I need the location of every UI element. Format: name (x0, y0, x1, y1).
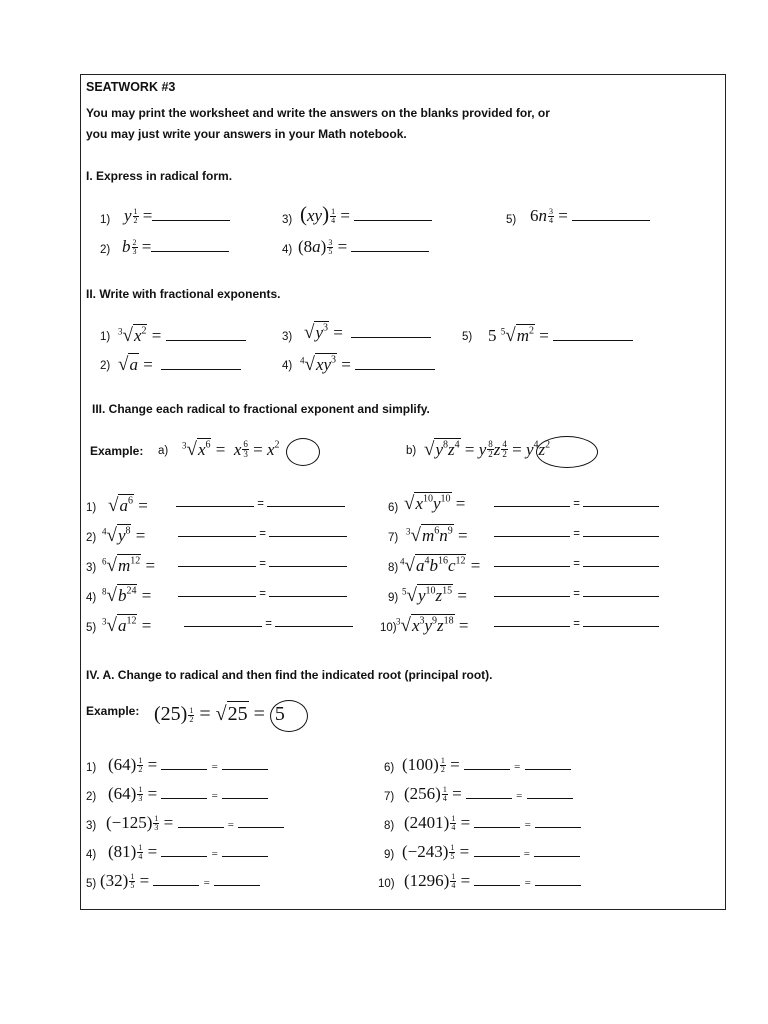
s1-item-5-expression: 6n $\frac{3}{4}$ = (530, 207, 650, 225)
s1-item-number: 2) (100, 244, 111, 256)
s4-item-number: 2) (86, 791, 97, 803)
s3-item-1-blanks: = (176, 498, 345, 510)
s4-item-4-expression: (81) $\frac{1}{4}$ = = (108, 843, 268, 861)
s4-item-number: 1) (86, 762, 97, 774)
s3-item-8-expression: $^4√a^4b^{16}c^{12}$ = (400, 555, 481, 576)
s1-item-number: 3) (282, 214, 293, 226)
s1-item-2-expression: b $\frac{2}{3}$ = (122, 238, 229, 256)
s2-item-5-expression: 5 $^5√m^2$ = (488, 326, 633, 345)
s1-item-3-expression: (xy) $\frac{1}{4}$ = (300, 204, 432, 225)
s4-item-number: 8) (384, 820, 395, 832)
s2-item-4-expression: $^4√xy^3$ = (300, 355, 435, 374)
s4-item-8-expression: (2401) $\frac{1}{4}$ = = (404, 814, 581, 832)
section-3-title: III. Change each radical to fractional exponent and simplify. (92, 402, 430, 416)
s3-example-b-answer-circle (536, 436, 598, 468)
s3-item-number: 9) (388, 592, 399, 604)
s3-example-b-label: b) (406, 445, 417, 457)
s3-item-10-expression: $^3√x^3y^9z^{18}$ = (396, 615, 469, 636)
s3-item-7-expression: $^3√m^6n^9$ = (406, 525, 468, 546)
s3-item-1-expression: $√a^6$ = (108, 495, 148, 516)
s2-item-number: 2) (100, 360, 111, 372)
s3-item-6-expression: $√x^{10}y^{10}$ = (404, 493, 466, 514)
s3-item-4-expression: $^8√b^{24}$ = (102, 585, 152, 606)
s3-item-2-blanks: = (178, 528, 347, 540)
section-2-title: II. Write with fractional exponents. (86, 287, 281, 301)
worksheet-title: SEATWORK #3 (86, 80, 176, 94)
s1-item-number: 4) (282, 244, 293, 256)
s3-item-number: 2) (86, 532, 97, 544)
s4-item-number: 5) (86, 878, 97, 890)
s4-item-number: 3) (86, 820, 97, 832)
s1-item-4-expression: (8a) $\frac{3}{5}$ = (298, 238, 429, 256)
s3-item-number: 6) (388, 502, 399, 514)
s4-item-6-expression: (100) $\frac{1}{2}$ = = (402, 756, 571, 774)
s3-item-number: 10) (380, 622, 397, 634)
instruction-line-2: you may just write your answers in your Math notebook. (86, 127, 407, 141)
s3-item-number: 3) (86, 562, 97, 574)
s1-item-number: 5) (506, 214, 517, 226)
s3-example-b-expression: $√y^8z^4 = y$ $\frac{8}{2}$ z $\frac{4}{2}$ = $y^4z^2$ (424, 439, 551, 461)
s4-item-number: 7) (384, 791, 395, 803)
s2-item-3-expression: $√y^3$ = (304, 323, 431, 342)
s3-item-5-expression: $^3√a^{12}$ = (102, 615, 152, 636)
s3-item-6-blanks: = (494, 498, 659, 510)
s3-example-a-label: a) (158, 445, 169, 457)
s4-item-9-expression: (−243) $\frac{1}{5}$ = = (402, 843, 580, 861)
s4-item-5-expression: (32) $\frac{1}{5}$ = = (100, 872, 260, 890)
s4-item-1-expression: (64) $\frac{1}{2}$ = = (108, 756, 268, 774)
section-4-title: IV. A. Change to radical and then find the indicated root (principal root). (86, 668, 493, 682)
s2-item-2-expression: √a = (118, 355, 241, 374)
s3-example-label: Example: (90, 444, 144, 458)
s4-item-number: 9) (384, 849, 395, 861)
s3-example-a-answer-circle (286, 438, 320, 466)
section-1-title: I. Express in radical form. (86, 169, 233, 183)
s4-item-3-expression: (−125) $\frac{1}{3}$ = = (106, 814, 284, 832)
s4-item-2-expression: (64) $\frac{1}{3}$ = = (108, 785, 268, 803)
s3-item-8-blanks: = (494, 558, 659, 570)
s3-item-10-blanks: = (494, 618, 659, 630)
s2-item-number: 4) (282, 360, 293, 372)
s3-item-number: 5) (86, 622, 97, 634)
s3-item-9-blanks: = (494, 588, 659, 600)
s4-example-answer-circle (270, 700, 308, 732)
s1-item-number: 1) (100, 214, 111, 226)
s3-item-2-expression: $^4√y^8$ = (102, 525, 146, 546)
s3-item-number: 7) (388, 532, 399, 544)
s4-example-label: Example: (86, 704, 140, 718)
s2-item-number: 3) (282, 331, 293, 343)
s3-example-a-expression: $^3√x^6 = x$ $\frac{6}{3}$ = $x^2$ (182, 439, 280, 461)
instruction-line-1: You may print the worksheet and write the answers on the blanks provided for, or (86, 106, 550, 120)
s4-item-number: 10) (378, 878, 395, 890)
s3-item-9-expression: $^5√y^{10}z^{15}$ = (402, 585, 467, 606)
s2-item-1-expression: $^3√x^2$ = (118, 326, 246, 345)
s3-item-3-blanks: = (178, 558, 347, 570)
s3-item-4-blanks: = (178, 588, 347, 600)
s4-item-number: 6) (384, 762, 395, 774)
s3-item-number: 8) (388, 562, 399, 574)
s4-item-number: 4) (86, 849, 97, 861)
s2-item-number: 5) (462, 331, 473, 343)
s4-item-7-expression: (256) $\frac{1}{4}$ = = (404, 785, 573, 803)
s3-item-5-blanks: = (184, 618, 353, 630)
s2-item-number: 1) (100, 331, 111, 343)
s3-item-7-blanks: = (494, 528, 659, 540)
s4-example-expression: (25) $\frac{1}{2}$ = √25 = 5 (154, 703, 285, 725)
s3-item-3-expression: $^6√m^{12}$ = (102, 555, 156, 576)
s3-item-number: 1) (86, 502, 97, 514)
s4-item-10-expression: (1296) $\frac{1}{4}$ = = (404, 872, 581, 890)
s3-item-number: 4) (86, 592, 97, 604)
s1-item-1-expression: y $\frac{1}{2}$ = (124, 207, 230, 225)
